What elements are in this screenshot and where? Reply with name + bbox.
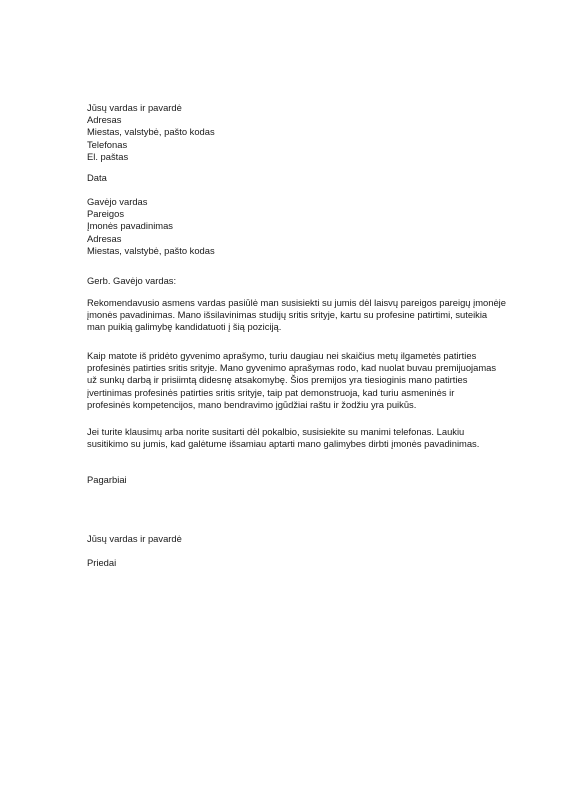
paragraph-line: profesinės patirties sritis srityje. Mano gyvenimo aprašymas rodo, kad nuolat buvau premijuojamas <box>87 362 497 374</box>
paragraph-line: įmonės pavadinimas. Mano išsilavinimas studijų sritis srityje, kartu su profesine patirtimi, suteikia <box>87 309 488 321</box>
recipient-address: Adresas <box>87 232 122 244</box>
enclosures-text: Priedai <box>87 557 117 568</box>
sender-name: Jūsų vardas ir pavardė <box>87 102 182 113</box>
recipient-name: Gavėjo vardas <box>87 196 148 207</box>
paragraph-3 <box>87 426 479 450</box>
paragraph-line: Kaip matote iš pridėto gyvenimo aprašymo, turiu daugiau nei skaičius metų ilgametės patirties <box>87 350 477 361</box>
sender-address: Adresas <box>87 114 122 126</box>
sender-email: El. paštas <box>87 150 129 162</box>
salutation <box>87 275 176 287</box>
closing-text: Pagarbiai <box>87 474 127 485</box>
recipient-company: Įmonės pavadinimas <box>87 220 173 232</box>
salutation-text: Gerb. Gavėjo vardas: <box>87 275 177 286</box>
closing <box>87 474 127 486</box>
paragraph-line: Jei turite klausimų arba norite susitarti dėl pokalbio, susisiekite su manimi telefonas. Laukiu <box>87 426 465 437</box>
sender-phone: Telefonas <box>87 138 128 150</box>
paragraph-2 <box>87 350 496 411</box>
recipient-block <box>87 196 215 257</box>
sender-block <box>87 102 215 163</box>
signature-name <box>87 533 182 545</box>
paragraph-line: profesinės kompetencijos, mano bendravimo įgūdžiai raštu ir žodžiu yra puikūs. <box>87 398 417 410</box>
paragraph-line: Rekomendavusio asmens vardas pasiūlė man susisiekti su jumis dėl laisvų pareigos pareigų įmonėje <box>87 297 506 308</box>
recipient-city: Miestas, valstybė, pašto kodas <box>87 244 215 256</box>
sender-city: Miestas, valstybė, pašto kodas <box>87 126 215 138</box>
paragraph-line: už sunkų darbą ir prisiimtą didesnę atsakomybę. Šios premijos yra tiesioginis mano patirties <box>87 374 468 386</box>
paragraph-line: susitikimo su jumis, kad galėtume išsamiau aptarti mano galimybes dirbti įmonės pavadinimas. <box>87 438 480 450</box>
recipient-title: Pareigos <box>87 208 125 220</box>
date-line <box>87 172 107 184</box>
signature-name-text: Jūsų vardas ir pavardė <box>87 533 182 544</box>
paragraph-line: įvertinimas profesinės patirties sritis srityje, taip pat demonstruoja, kad turiu asmeninės ir <box>87 386 455 398</box>
date-text: Data <box>87 172 107 183</box>
paragraph-1 <box>87 297 506 334</box>
paragraph-line: man puikią galimybę kandidatuoti į šią poziciją. <box>87 321 282 333</box>
enclosures <box>87 557 116 569</box>
